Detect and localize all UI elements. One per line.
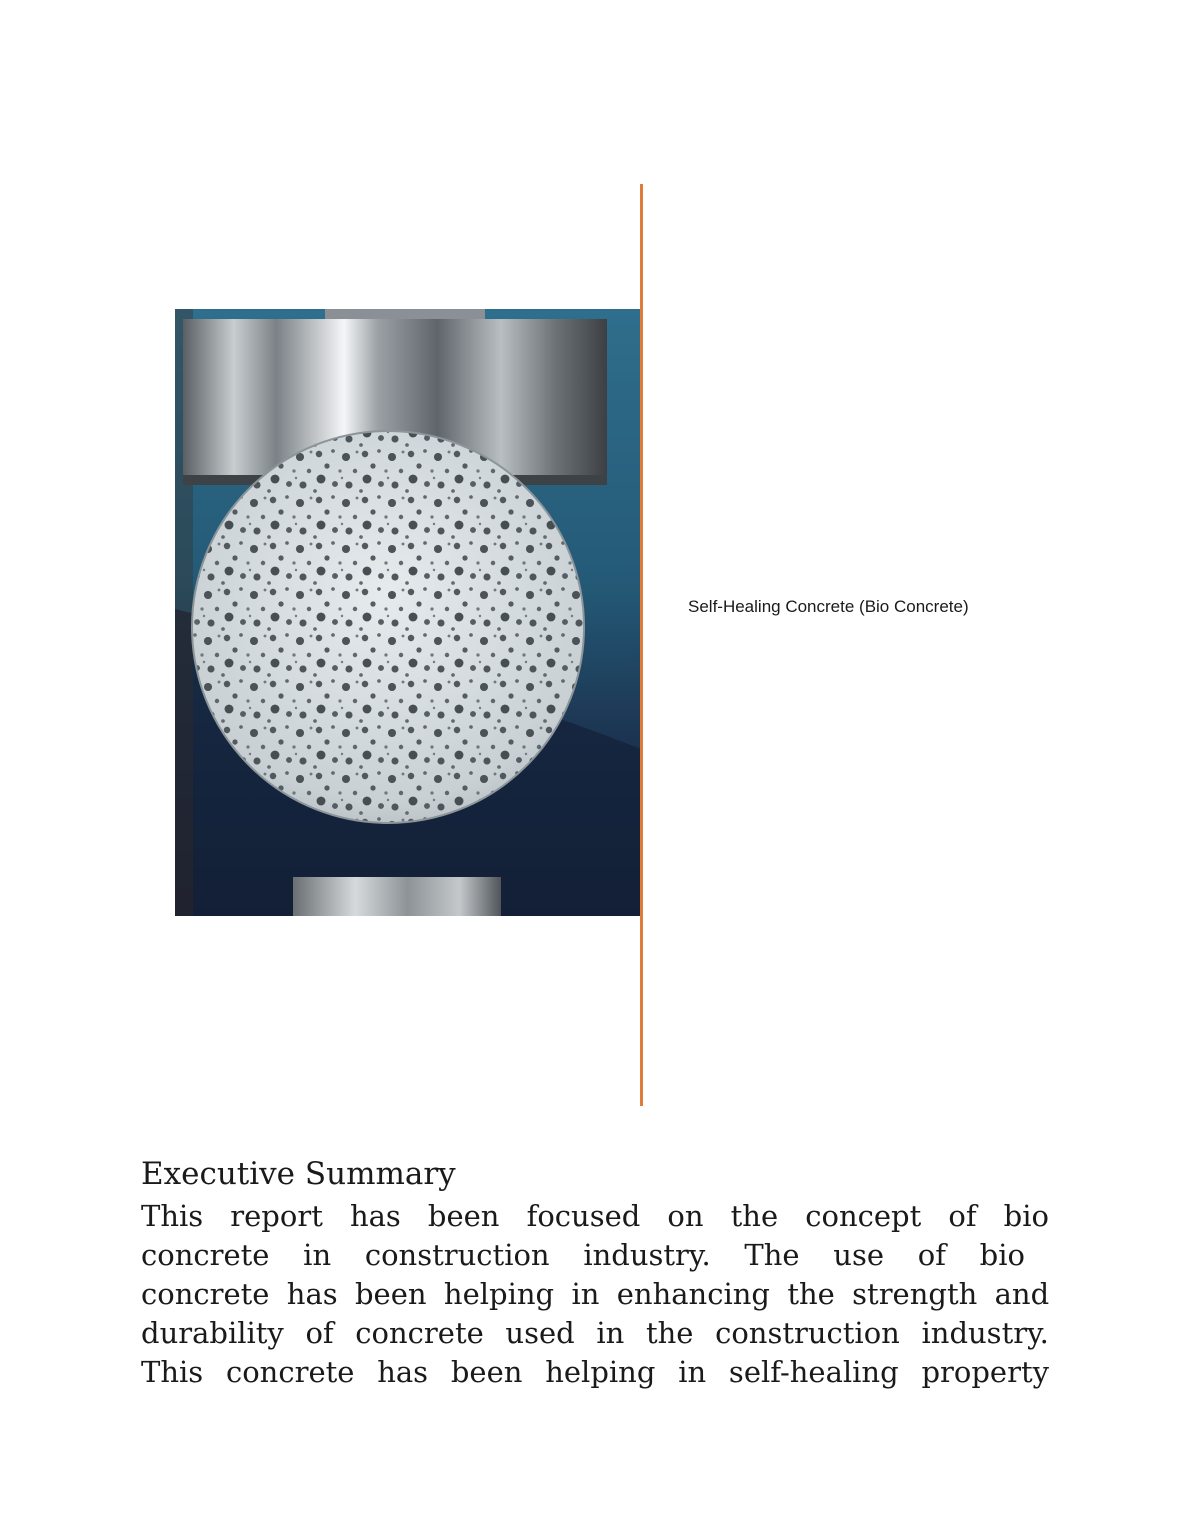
summary-line-1: This report has been focused on the concept of bio — [141, 1199, 1049, 1233]
vertical-divider-line — [640, 184, 643, 1106]
summary-line-2: concrete in construction industry. The use of bio — [141, 1238, 1025, 1272]
executive-summary-heading: Executive Summary — [141, 1156, 456, 1192]
executive-summary-body — [141, 1197, 1049, 1392]
summary-line-3: concrete has been helping in enhancing the strength and — [141, 1277, 1050, 1311]
cover-photo — [175, 309, 641, 916]
summary-line-5: This concrete has been helping in self-healing property — [141, 1355, 1049, 1389]
summary-line-4: durability of concrete used in the construction industry. — [141, 1316, 1049, 1350]
cover-subtitle: Self-Healing Concrete (Bio Concrete) — [688, 597, 969, 616]
concrete-test-image — [175, 309, 641, 916]
